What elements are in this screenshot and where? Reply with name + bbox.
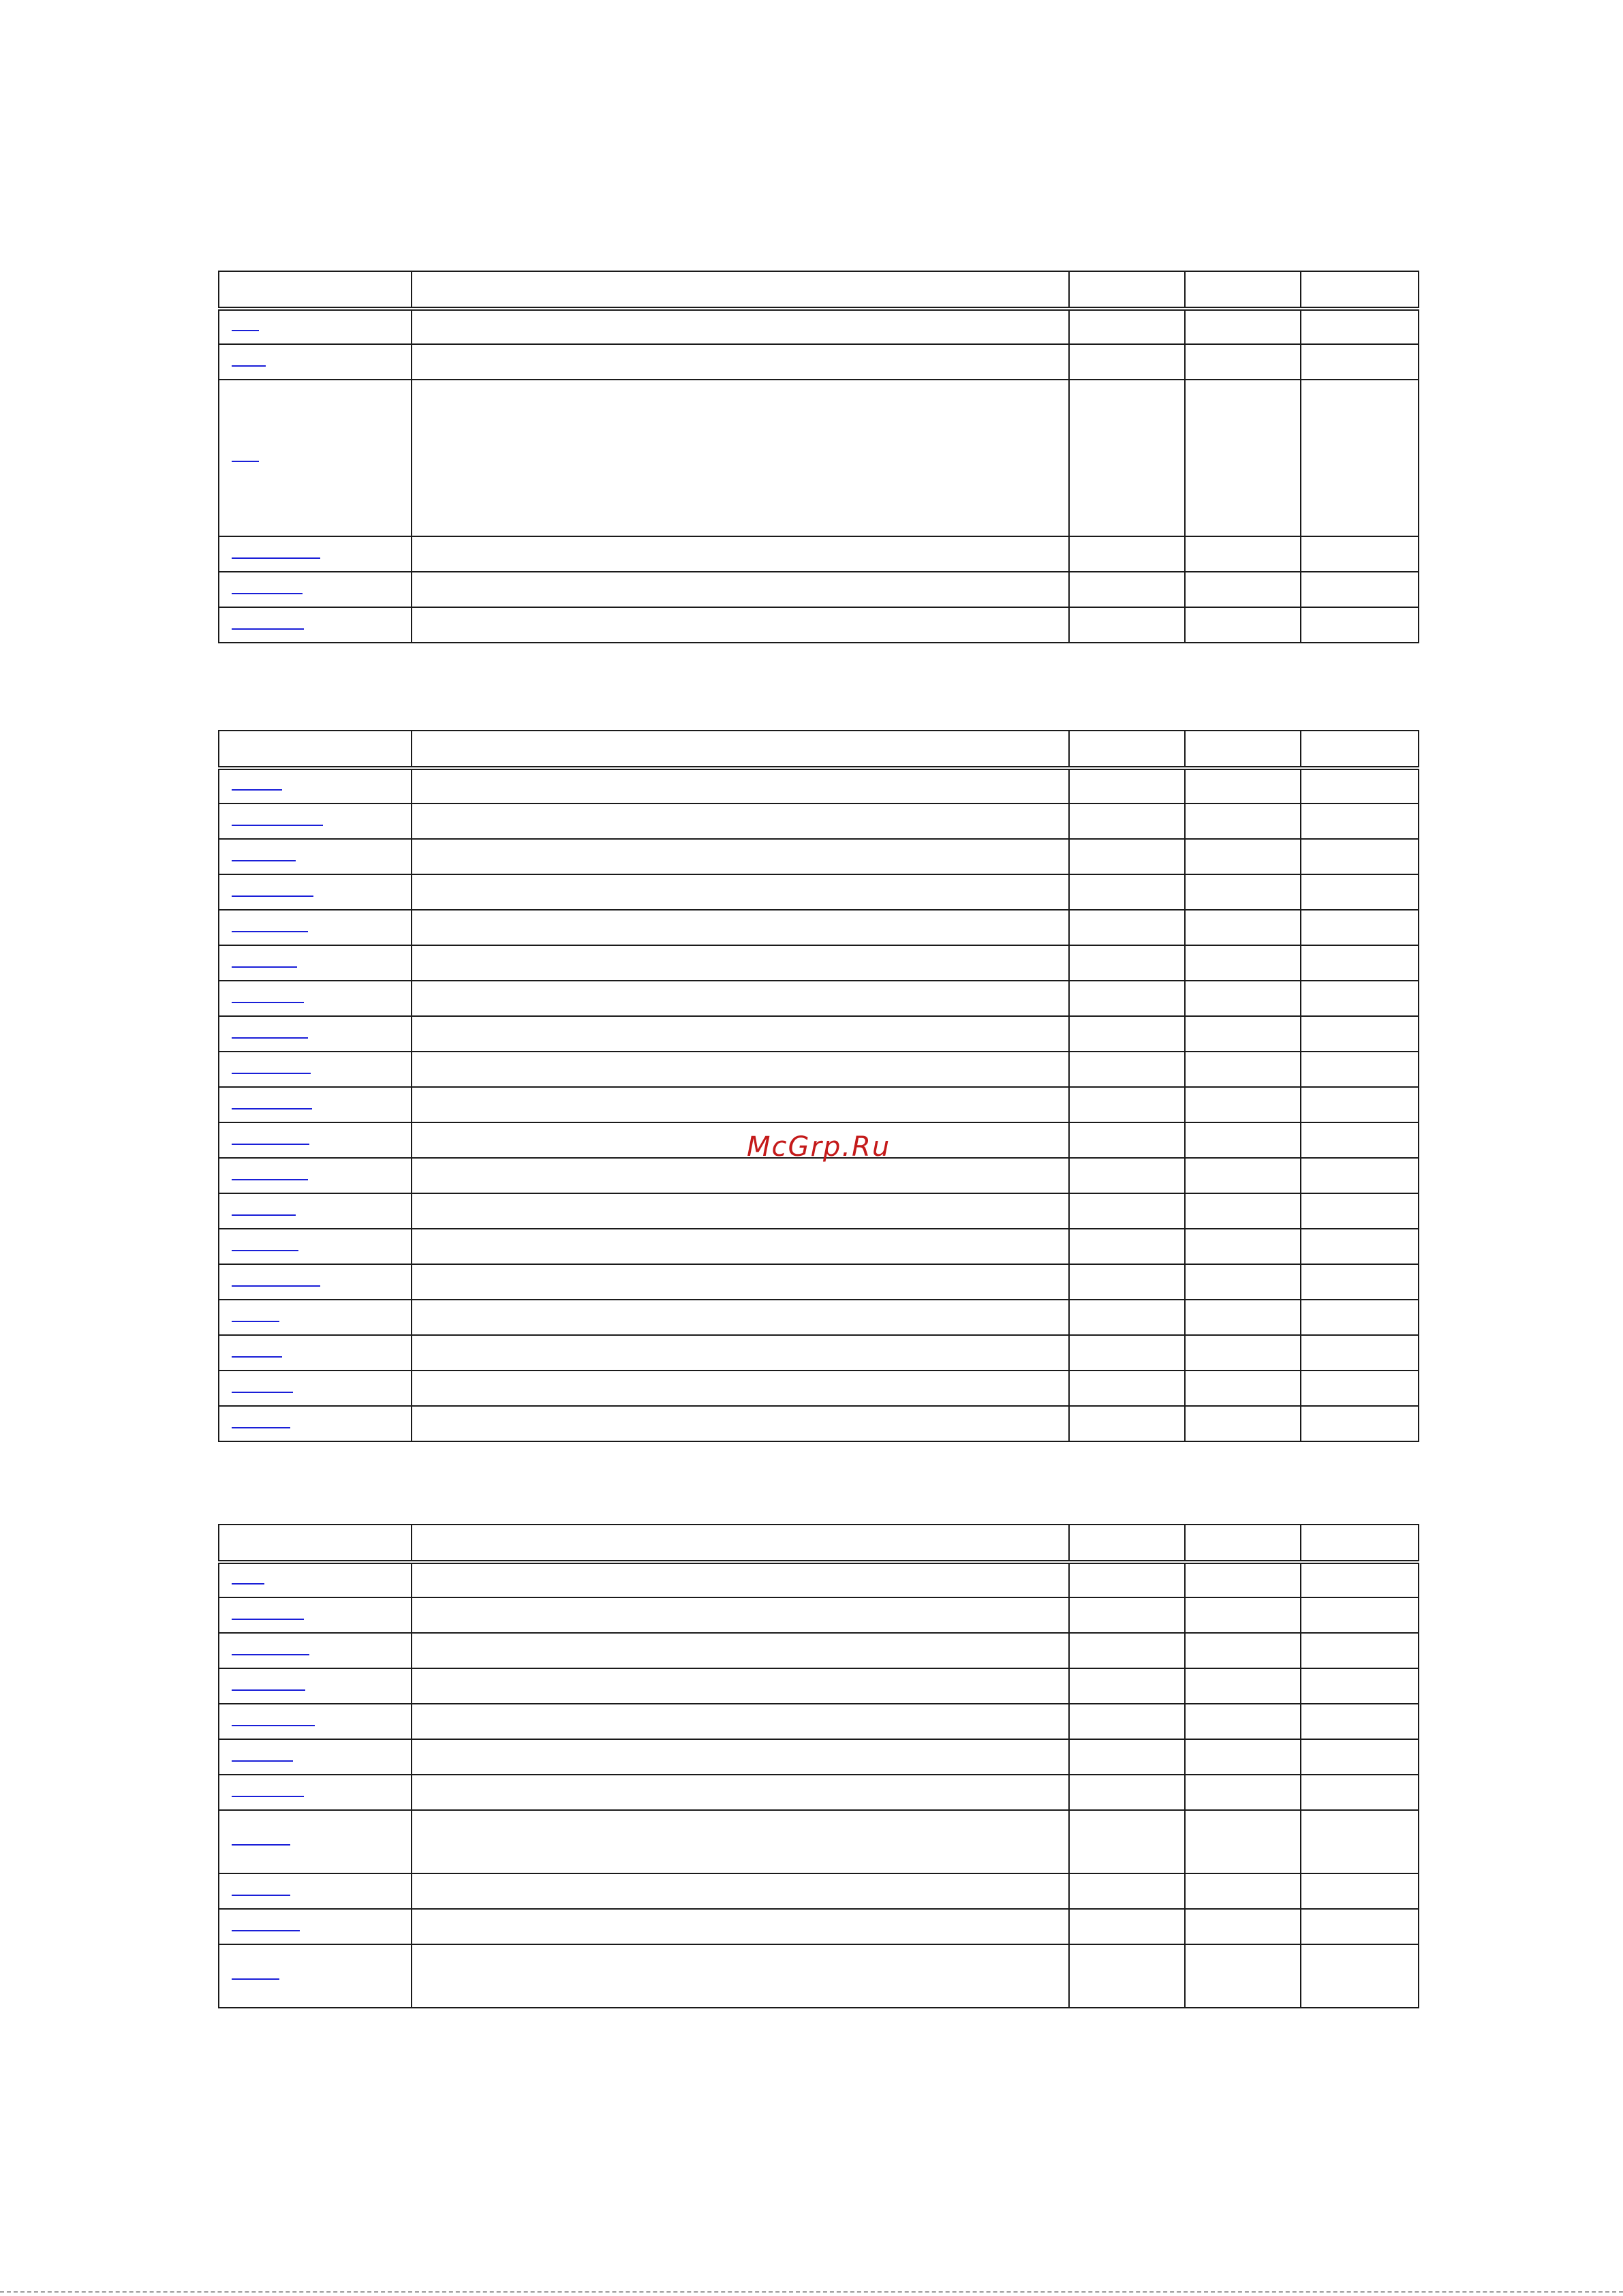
table-cell [1069,1300,1185,1335]
header-cell [1185,731,1301,768]
row-link[interactable] [232,966,297,968]
table-cell [1185,309,1301,344]
table-cell [1185,945,1301,981]
row-link[interactable] [232,1427,290,1428]
table-cell [1301,1668,1419,1704]
table-row [219,607,1419,643]
table-cell [412,910,1069,945]
table-cell [1301,803,1419,839]
reference-table-2 [218,730,1419,1442]
table-cell [1069,1335,1185,1371]
link-cell [219,607,412,643]
header-cell [1069,271,1185,309]
table-cell [412,874,1069,910]
table-cell [1185,572,1301,607]
table-cell [1069,1193,1185,1229]
table-cell [1301,1052,1419,1087]
table-cell [1301,380,1419,536]
table-cell [412,1122,1069,1158]
table-cell [1185,1909,1301,1944]
table-cell [1185,839,1301,874]
table-row [219,768,1419,803]
table-cell [1185,380,1301,536]
header-cell [219,731,412,768]
table-cell [412,1158,1069,1193]
table-cell [1301,1944,1419,2008]
row-link[interactable] [232,789,282,791]
row-link[interactable] [232,1214,296,1216]
table-cell [412,768,1069,803]
table-cell [412,1087,1069,1122]
table-cell [1069,1597,1185,1633]
table-cell [1301,1775,1419,1810]
table-row [219,1739,1419,1775]
table-cell [1069,1810,1185,1873]
table-cell [1069,380,1185,536]
link-cell [219,1335,412,1371]
table-cell [1301,1264,1419,1300]
link-cell [219,803,412,839]
link-cell [219,1810,412,1873]
table-row [219,803,1419,839]
table-cell [1069,572,1185,607]
link-cell [219,1704,412,1739]
link-cell [219,1909,412,1944]
table-cell [1301,910,1419,945]
table-row [219,344,1419,380]
row-link[interactable] [232,1108,312,1109]
link-cell [219,1873,412,1909]
table-cell [1069,1873,1185,1909]
row-link[interactable] [232,1978,279,1980]
table-cell [1301,344,1419,380]
table-cell [412,1909,1069,1944]
link-cell [219,1193,412,1229]
table-cell [412,1193,1069,1229]
row-link[interactable] [232,896,313,897]
table-cell [1301,1406,1419,1441]
table-cell [1069,803,1185,839]
link-cell [219,1739,412,1775]
table-cell [412,1562,1069,1597]
table-cell [412,1016,1069,1052]
link-cell [219,1562,412,1597]
table-row [219,536,1419,572]
link-cell [219,1406,412,1441]
table-cell [1301,309,1419,344]
link-cell [219,1229,412,1264]
row-link[interactable] [232,365,266,367]
table-cell [412,1300,1069,1335]
table-cell [412,1668,1069,1704]
table-cell [1069,1909,1185,1944]
table-cell [1301,1562,1419,1597]
header-cell [412,1525,1069,1562]
table-cell [1185,803,1301,839]
table-cell [1185,1562,1301,1597]
row-link[interactable] [232,1895,290,1896]
table-cell [1185,1873,1301,1909]
table-cell [412,1633,1069,1668]
table-cell [1185,1229,1301,1264]
table-cell [412,344,1069,380]
table-row [219,1597,1419,1633]
table-cell [1069,1633,1185,1668]
reference-table-3 [218,1524,1419,2008]
link-cell [219,768,412,803]
table-cell [1069,945,1185,981]
table-row [219,1668,1419,1704]
table-cell [1301,572,1419,607]
table-cell [1185,1704,1301,1739]
table-cell [1185,1052,1301,1087]
table-cell [412,1406,1069,1441]
row-link[interactable] [232,1144,309,1145]
table-cell [1301,1335,1419,1371]
row-link[interactable] [232,461,259,462]
header-cell [1185,271,1301,309]
table-row [219,910,1419,945]
link-cell [219,1016,412,1052]
table-cell [1069,1158,1185,1193]
table-row [219,1909,1419,1944]
table-cell [1185,1668,1301,1704]
table-cell [1185,1087,1301,1122]
table-cell [1069,1775,1185,1810]
table-cell [1185,1944,1301,2008]
table-cell [1185,910,1301,945]
row-link[interactable] [232,1725,315,1726]
table-row [219,1300,1419,1335]
table-row [219,1562,1419,1597]
table-cell [1185,1335,1301,1371]
row-link[interactable] [232,1760,293,1762]
table-cell [1301,1810,1419,1873]
header-cell [412,731,1069,768]
table-cell [1185,1016,1301,1052]
table-3-body [219,1525,1419,2008]
table-header-row [219,731,1419,768]
table-row [219,1371,1419,1406]
table-cell [1069,344,1185,380]
table-cell [412,1229,1069,1264]
table-cell [1069,1016,1185,1052]
table-cell [412,839,1069,874]
watermark: McGrp.Ru [747,1131,891,1163]
table-cell [412,572,1069,607]
row-link[interactable] [232,1321,279,1322]
table-row [219,981,1419,1016]
row-link[interactable] [232,1583,264,1585]
table-cell [1301,1909,1419,1944]
row-link[interactable] [232,1619,304,1620]
table-cell [1301,839,1419,874]
table-row [219,1052,1419,1087]
table-cell [1185,768,1301,803]
table-cell [412,1810,1069,1873]
row-link[interactable] [232,1002,304,1003]
table-row [219,1406,1419,1441]
table-cell [1185,536,1301,572]
table-cell [1069,981,1185,1016]
table-cell [1069,1122,1185,1158]
row-link[interactable] [232,557,320,559]
row-link[interactable] [232,1285,320,1287]
table-row [219,1873,1419,1909]
table-row [219,1016,1419,1052]
table-cell [1185,1300,1301,1335]
row-link[interactable] [232,825,323,826]
table-cell [1185,1597,1301,1633]
header-cell [1301,1525,1419,1562]
table-cell [1185,1633,1301,1668]
table-cell [1185,1193,1301,1229]
link-cell [219,1264,412,1300]
header-cell [1185,1525,1301,1562]
table-cell [1069,309,1185,344]
table-cell [412,981,1069,1016]
link-cell [219,1775,412,1810]
link-cell [219,1158,412,1193]
table-cell [412,1704,1069,1739]
link-cell [219,1052,412,1087]
table-cell [412,1264,1069,1300]
row-link[interactable] [232,1356,282,1358]
table-cell [1185,1406,1301,1441]
row-link[interactable] [232,628,304,630]
table-cell [1301,1300,1419,1335]
table-row [219,945,1419,981]
header-cell [1069,731,1185,768]
row-link[interactable] [232,1179,308,1180]
table-row [219,1944,1419,2008]
table-cell [1069,536,1185,572]
table-cell [1301,1739,1419,1775]
row-link[interactable] [232,931,308,932]
table-cell [1069,1668,1185,1704]
table-cell [412,1052,1069,1087]
table-row [219,1810,1419,1873]
table-cell [412,945,1069,981]
row-link[interactable] [232,1930,300,1931]
table-cell [1185,1775,1301,1810]
table-cell [1301,1229,1419,1264]
row-link[interactable] [232,1654,309,1655]
table-cell [1185,874,1301,910]
header-cell [412,271,1069,309]
header-cell [219,271,412,309]
table-cell [1069,839,1185,874]
table-header-row [219,1525,1419,1562]
table-cell [1069,1944,1185,2008]
table-cell [1185,1264,1301,1300]
table-cell [412,1944,1069,2008]
table-cell [1301,1597,1419,1633]
table-cell [1069,874,1185,910]
table-cell [412,1739,1069,1775]
table-cell [1069,768,1185,803]
table-cell [412,536,1069,572]
table-cell [1301,1016,1419,1052]
header-cell [1301,271,1419,309]
table-cell [1301,1704,1419,1739]
table-cell [1185,1810,1301,1873]
table-cell [1069,1087,1185,1122]
link-cell [219,910,412,945]
link-cell [219,536,412,572]
row-link[interactable] [232,330,259,331]
row-link[interactable] [232,1689,305,1691]
table-cell [412,803,1069,839]
link-cell [219,1633,412,1668]
table-row [219,309,1419,344]
link-cell [219,1668,412,1704]
link-cell [219,1944,412,2008]
link-cell [219,380,412,536]
table-cell [412,1775,1069,1810]
table-cell [1185,981,1301,1016]
table-cell [1185,344,1301,380]
table-cell [1069,1371,1185,1406]
table-row [219,1335,1419,1371]
table-cell [1069,1704,1185,1739]
row-link[interactable] [232,593,303,594]
table-cell [1069,1739,1185,1775]
table-cell [1185,1739,1301,1775]
table-cell [1301,874,1419,910]
row-link[interactable] [232,1073,311,1074]
row-link[interactable] [232,1250,298,1251]
table-row [219,1193,1419,1229]
table-1-body [219,271,1419,643]
link-cell [219,945,412,981]
link-cell [219,839,412,874]
table-cell [1301,1158,1419,1193]
row-link[interactable] [232,1796,304,1797]
row-link[interactable] [232,860,296,861]
link-cell [219,1597,412,1633]
table-row [219,380,1419,536]
reference-table-1 [218,271,1419,643]
table-cell [1185,607,1301,643]
table-row [219,1264,1419,1300]
table-cell [1185,1122,1301,1158]
table-cell [1069,1229,1185,1264]
table-cell [1185,1158,1301,1193]
table-header-row [219,271,1419,309]
table-cell [1301,1633,1419,1668]
link-cell [219,1300,412,1335]
table-cell [412,1873,1069,1909]
link-cell [219,572,412,607]
link-cell [219,344,412,380]
table-cell [412,309,1069,344]
table-cell [1301,1873,1419,1909]
table-row [219,839,1419,874]
table-cell [1069,1264,1185,1300]
table-cell [1069,607,1185,643]
link-cell [219,874,412,910]
table-row [219,1775,1419,1810]
link-cell [219,309,412,344]
table-cell [1301,945,1419,981]
table-row [219,1087,1419,1122]
row-link[interactable] [232,1844,290,1846]
link-cell [219,1371,412,1406]
row-link[interactable] [232,1037,308,1039]
table-cell [1069,1562,1185,1597]
table-cell [1069,1406,1185,1441]
row-link[interactable] [232,1392,293,1393]
table-cell [1069,1052,1185,1087]
footer-rule [0,2291,1623,2293]
table-cell [1301,768,1419,803]
table-row [219,1704,1419,1739]
table-2-body [219,731,1419,1441]
table-cell [1301,981,1419,1016]
table-cell [412,1335,1069,1371]
table-cell [1301,607,1419,643]
table-cell [1301,536,1419,572]
table-cell [1301,1087,1419,1122]
header-cell [1301,731,1419,768]
link-cell [219,1087,412,1122]
table-row [219,572,1419,607]
table-cell [412,380,1069,536]
table-cell [412,607,1069,643]
table-cell [412,1371,1069,1406]
table-cell [1301,1122,1419,1158]
table-row [219,1633,1419,1668]
table-cell [412,1597,1069,1633]
link-cell [219,981,412,1016]
header-cell [1069,1525,1185,1562]
link-cell [219,1122,412,1158]
table-cell [1069,910,1185,945]
table-row [219,874,1419,910]
table-row [219,1229,1419,1264]
table-row [219,1158,1419,1193]
header-cell [219,1525,412,1562]
table-cell [1301,1193,1419,1229]
table-cell [1301,1371,1419,1406]
table-cell [1185,1371,1301,1406]
